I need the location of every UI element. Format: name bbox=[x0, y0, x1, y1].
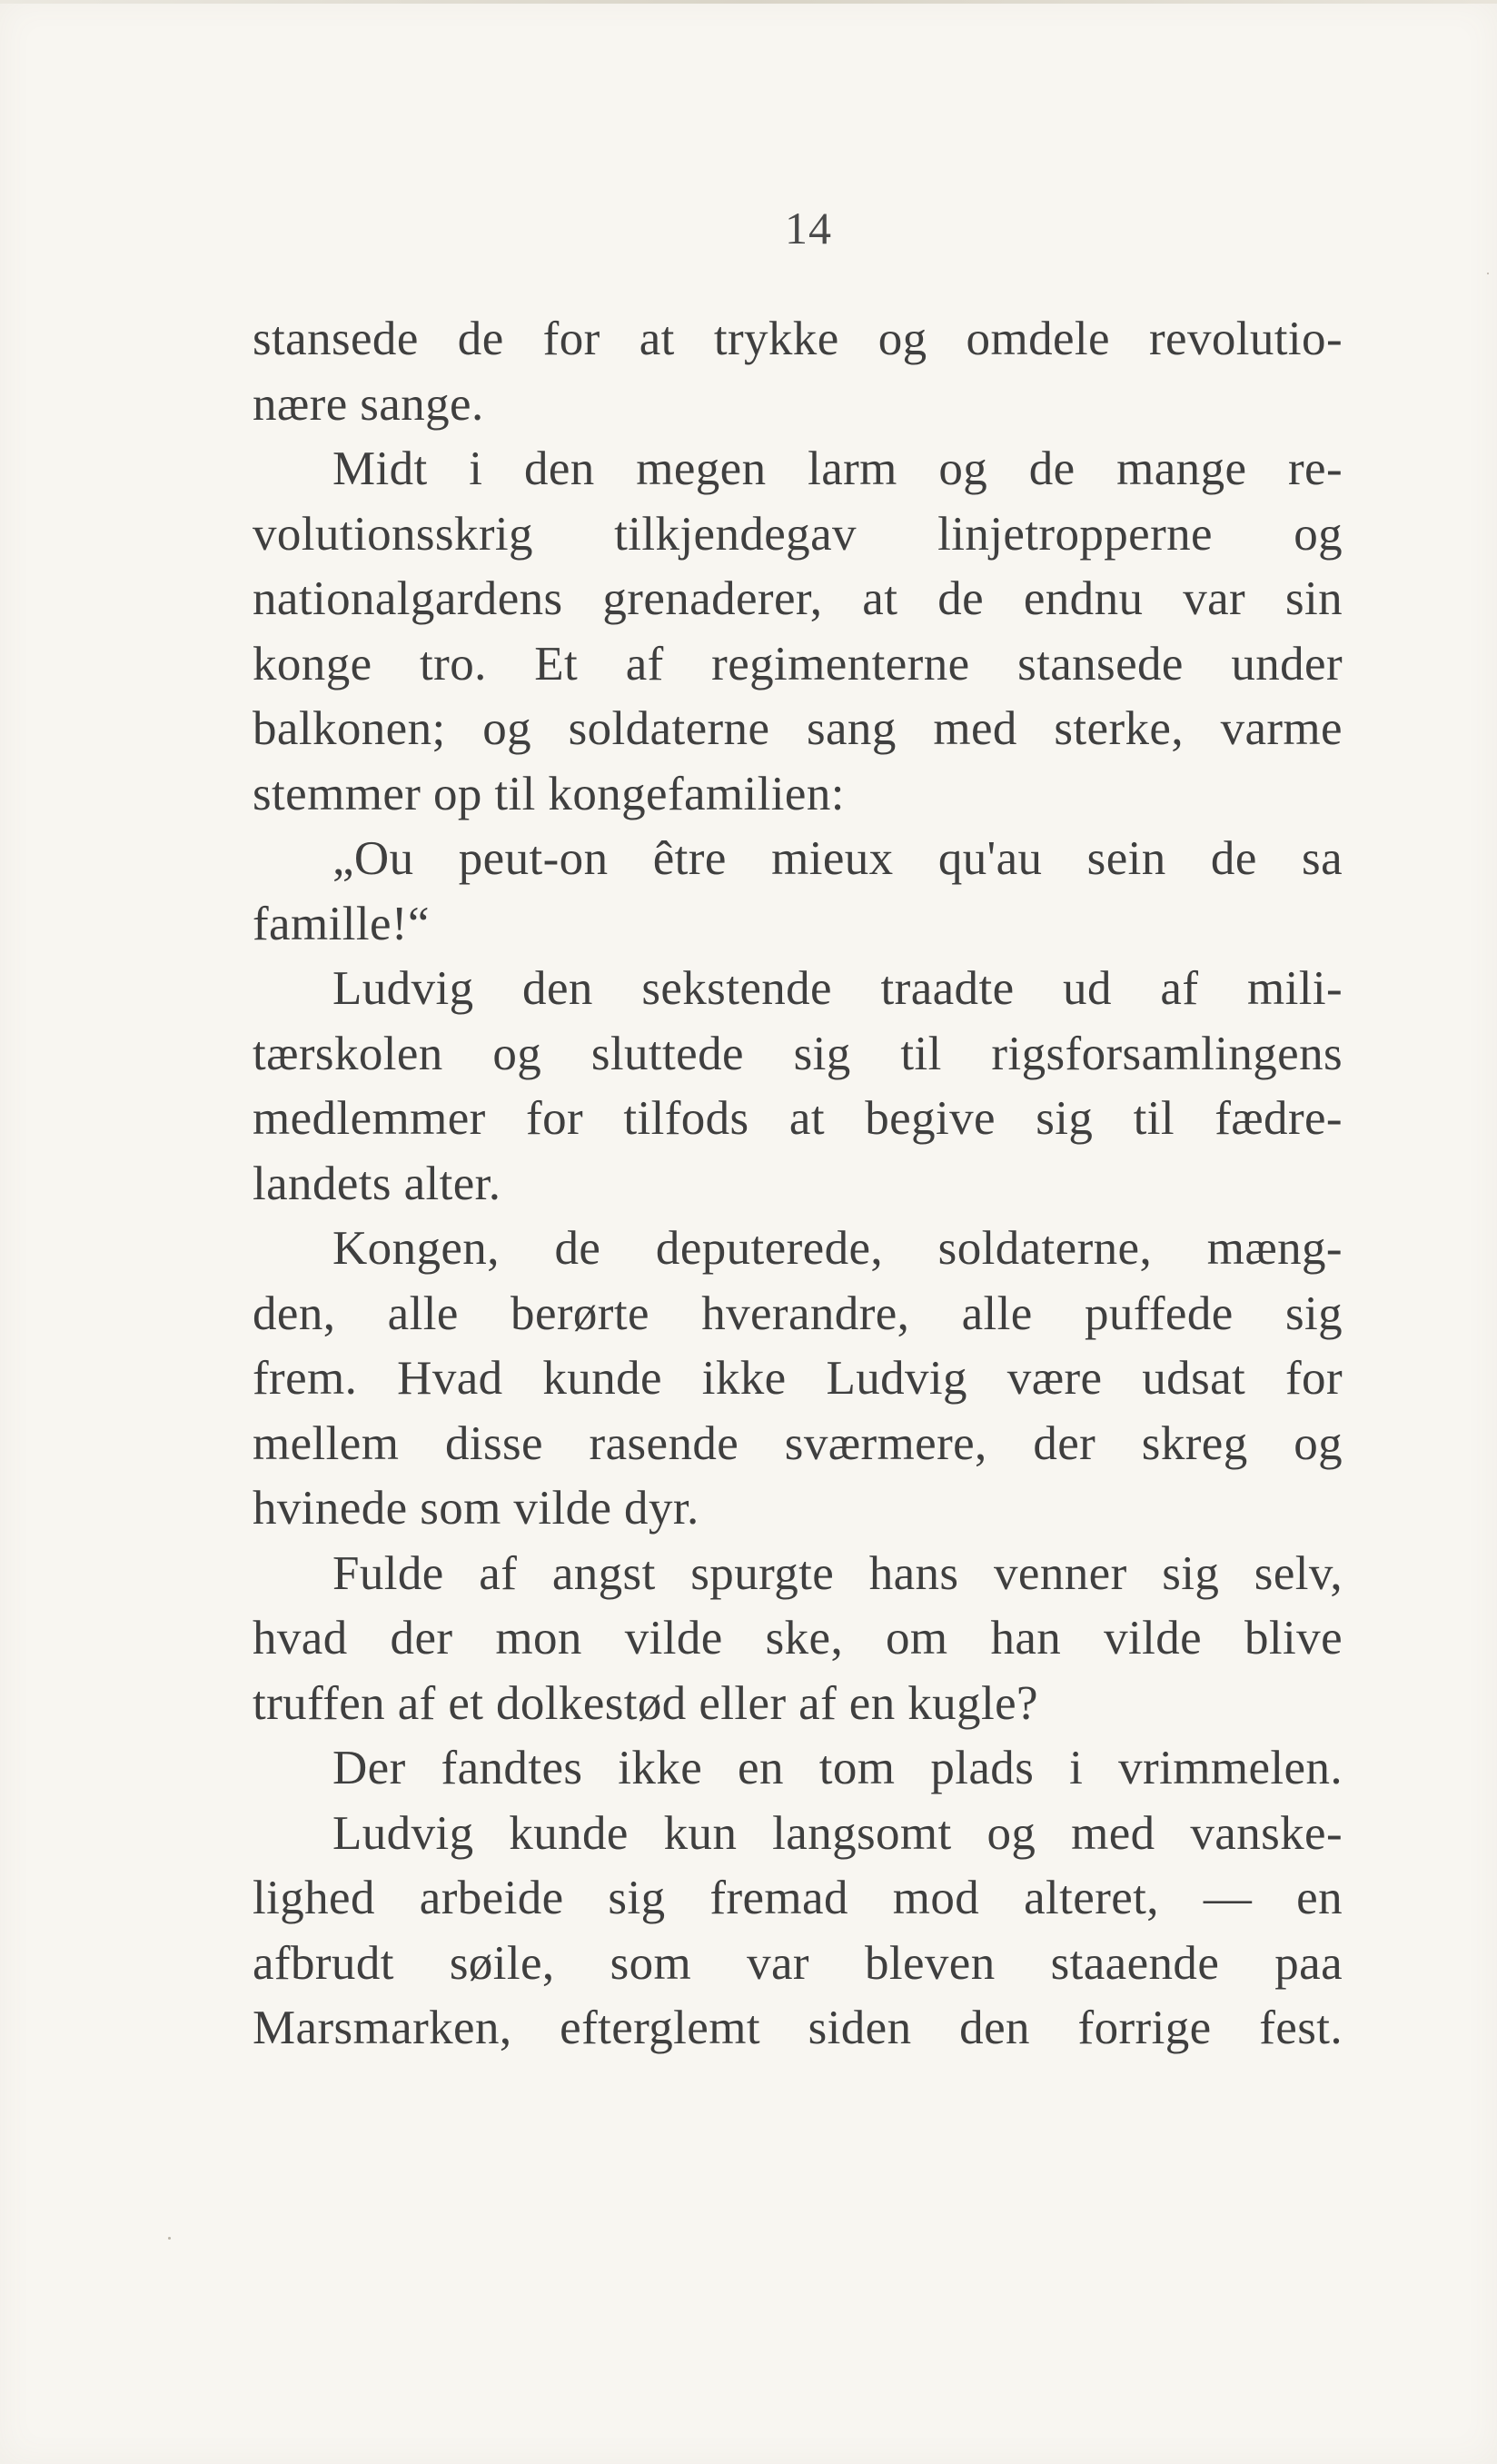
page-top-edge bbox=[0, 0, 1497, 4]
text-line: landets alter. bbox=[253, 1157, 501, 1210]
text-line: Kongen, de deputerede, soldaterne, mæng- bbox=[332, 1222, 1343, 1275]
text-line: Ludvig den sekstende traadte ud af mili- bbox=[332, 962, 1343, 1015]
text-line: stansede de for at trykke og omdele revolutio- bbox=[253, 313, 1343, 365]
body-text bbox=[253, 307, 1343, 2062]
text-line: „Ou peut-on être mieux qu'au sein de sa bbox=[332, 832, 1343, 885]
text-line: Marsmarken, efterglemt siden den forrige fest. bbox=[253, 2002, 1343, 2054]
text-line: tærskolen og sluttede sig til rigsforsamlingens bbox=[253, 1027, 1343, 1080]
text-line: volutionsskrig tilkjendegav linjetropperne og bbox=[253, 507, 1343, 561]
text-line: truffen af et dolkestød eller af en kugle? bbox=[253, 1676, 1038, 1730]
text-line: den, alle berørte hverandre, alle puffede sig bbox=[253, 1287, 1343, 1340]
text-line: balkonen; og soldaterne sang med sterke, varme bbox=[253, 702, 1343, 755]
text-line: konge tro. Et af regimenterne stansede under bbox=[253, 637, 1343, 691]
text-line: frem. Hvad kunde ikke Ludvig være udsat for bbox=[253, 1352, 1343, 1405]
text-line: nære sange. bbox=[253, 377, 484, 431]
text-line: famille!“ bbox=[253, 897, 430, 950]
paper-speck bbox=[1487, 273, 1489, 274]
text-line: hvinede som vilde dyr. bbox=[253, 1482, 699, 1535]
text-line: Ludvig kunde kun langsomt og med vanske- bbox=[332, 1806, 1343, 1860]
paper-speck bbox=[168, 2237, 171, 2240]
text-line: medlemmer for tilfods at begive sig til fædre- bbox=[253, 1092, 1343, 1145]
text-line: stemmer op til kongefamilien: bbox=[253, 767, 845, 820]
text-line: lighed arbeide sig fremad mod alteret, — en bbox=[253, 1872, 1343, 1924]
text-line: hvad der mon vilde ske, om han vilde blive bbox=[253, 1612, 1343, 1664]
text-line: Der fandtes ikke en tom plads i vrimmelen. bbox=[332, 1742, 1343, 1794]
text-line: nationalgardens grenaderer, at de endnu var sin bbox=[253, 572, 1343, 625]
page-number: 14 bbox=[785, 203, 832, 253]
text-line: afbrudt søile, som var bleven staaende paa bbox=[253, 1936, 1343, 1990]
text-line: Fulde af angst spurgte hans venner sig selv, bbox=[332, 1546, 1343, 1600]
text-line: Midt i den megen larm og de mange re- bbox=[332, 442, 1343, 495]
text-line: mellem disse rasende sværmere, der skreg og bbox=[253, 1416, 1343, 1470]
